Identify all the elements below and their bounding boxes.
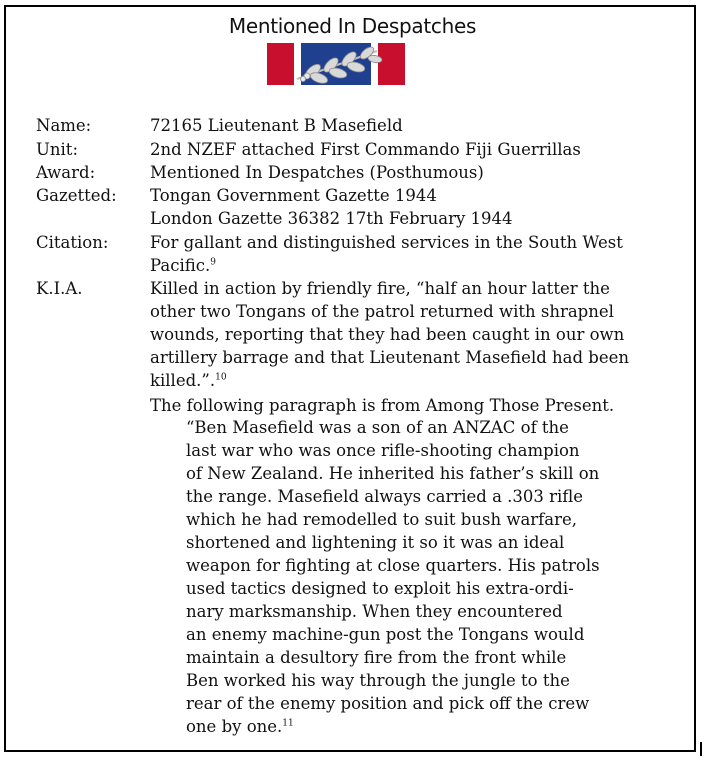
field-label: Unit: bbox=[36, 140, 78, 159]
field-label: Citation: bbox=[36, 233, 109, 252]
field-value: Killed in action by friendly fire, “half an hour latter the bbox=[150, 279, 610, 298]
field-value: artillery barrage and that Lieutenant Masefield had been bbox=[150, 348, 630, 367]
field-label: Name: bbox=[36, 116, 92, 135]
quote-line: weapon for fighting at close quarters. His patrols bbox=[186, 556, 600, 575]
quote-line: of New Zealand. He inherited his father’s skill on bbox=[186, 464, 600, 483]
quote-line: shortened and lightening it so it was an ideal bbox=[186, 533, 565, 552]
field-label: Award: bbox=[36, 163, 96, 182]
paragraph-intro: The following paragraph is from Among Those Present. bbox=[150, 396, 615, 415]
field-value: killed.”.$^{10}$ bbox=[150, 371, 227, 390]
quote-line: last war who was once rifle-shooting champion bbox=[186, 441, 580, 460]
field-value: Pacific.$^9$ bbox=[150, 256, 216, 275]
field-value: Mentioned In Despatches (Posthumous) bbox=[150, 163, 484, 182]
field-label: Gazetted: bbox=[36, 186, 117, 205]
field-value: 72165 Lieutenant B Masefield bbox=[150, 116, 403, 135]
quote-line: used tactics designed to exploit his extra-ordi- bbox=[186, 579, 574, 598]
field-label: K.I.A. bbox=[36, 279, 83, 298]
footnote-marker: 10 bbox=[215, 372, 227, 383]
quote-line: Ben worked his way through the jungle to the bbox=[186, 671, 570, 690]
quote-line: nary marksmanship. When they encountered bbox=[186, 602, 563, 621]
field-value: wounds, reporting that they had been caught in our own bbox=[150, 325, 625, 344]
quote-line: “Ben Masefield was a son of an ANZAC of the bbox=[186, 418, 569, 437]
field-value: London Gazette 36382 17th February 1944 bbox=[150, 209, 513, 228]
quote-line: maintain a desultory fire from the front while bbox=[186, 648, 567, 667]
footnote-marker: 9 bbox=[210, 257, 216, 268]
quote-line: one by one.$^{11}$ bbox=[186, 717, 294, 736]
footnote-marker: 11 bbox=[282, 718, 294, 729]
page-title: Mentioned In Despatches bbox=[228, 14, 477, 38]
quote-line: rear of the enemy position and pick off the crew bbox=[186, 694, 590, 713]
field-value: For gallant and distinguished services in the South West bbox=[150, 233, 623, 252]
text-cursor bbox=[700, 742, 702, 756]
field-value: Tongan Government Gazette 1944 bbox=[150, 186, 437, 205]
quote-line: an enemy machine-gun post the Tongans would bbox=[186, 625, 585, 644]
quote-line: which he had remodelled to suit bush warfare, bbox=[186, 510, 578, 529]
quote-line: the range. Masefield always carried a .303 rifle bbox=[186, 487, 584, 506]
field-value: other two Tongans of the patrol returned with shrapnel bbox=[150, 302, 614, 321]
field-value: 2nd NZEF attached First Commando Fiji Guerrillas bbox=[150, 140, 581, 159]
